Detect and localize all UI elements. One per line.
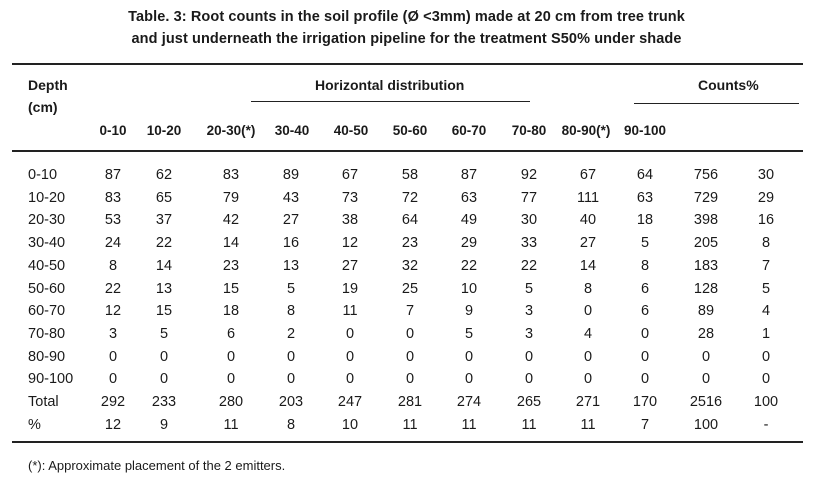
table-cell: 8 — [286, 303, 296, 320]
table-cell: 27 — [341, 257, 359, 274]
counts-rule — [634, 103, 799, 104]
table-cell: 0 — [464, 371, 474, 388]
table-cell: 11 — [580, 416, 596, 433]
table-cell: 72 — [401, 189, 419, 206]
table-cell: 12 — [341, 235, 359, 252]
table-cell: 12 — [104, 303, 122, 320]
table-cell: 22 — [104, 280, 122, 297]
table-cell: 49 — [460, 212, 478, 229]
table-cell: 24 — [104, 235, 122, 252]
table-cell: 0 — [108, 348, 118, 365]
table-cell: 2 — [286, 325, 296, 342]
table-cell: 37 — [155, 212, 173, 229]
row-label: 50-60 — [28, 280, 66, 297]
table-cell: 8 — [108, 257, 118, 274]
column-header: 90-100 — [623, 123, 667, 138]
horizontal-distribution-header: Horizontal distribution — [315, 77, 465, 93]
table-cell: 0 — [226, 371, 236, 388]
table-cell: 203 — [278, 394, 304, 410]
table-cell: 11 — [521, 416, 537, 433]
column-header: 80-90(*) — [561, 123, 611, 138]
table-cell: 16 — [282, 235, 300, 252]
table-cell: 0 — [226, 348, 236, 365]
table-cell: 271 — [575, 394, 601, 410]
table-cell: 0 — [701, 371, 711, 388]
table-cell: 13 — [155, 280, 173, 297]
table-cell: 83 — [222, 167, 240, 183]
table-cell: 67 — [579, 167, 597, 183]
table-cell: 9 — [464, 303, 474, 320]
table-cell: 0 — [405, 348, 415, 365]
table-cell: 22 — [460, 257, 478, 274]
table-cell: 15 — [155, 303, 173, 320]
table-cell: 0 — [761, 348, 771, 365]
table-cell: 13 — [282, 257, 300, 274]
table-cell: 0 — [761, 371, 771, 388]
table-cell: 0 — [159, 371, 169, 388]
table-cell: 25 — [401, 280, 419, 297]
table-cell: 0 — [286, 371, 296, 388]
table-cell: 274 — [456, 394, 482, 410]
table-cell: 16 — [757, 212, 775, 229]
table-cell: 280 — [218, 394, 244, 410]
column-header: 0-10 — [99, 123, 127, 138]
row-label: 10-20 — [28, 189, 66, 206]
table-cell: 100 — [693, 416, 719, 433]
table-cell: 0 — [524, 348, 534, 365]
table-cell: 29 — [757, 189, 775, 206]
table-cell: 5 — [159, 325, 169, 342]
column-header: 70-80 — [511, 123, 547, 138]
top-rule — [12, 63, 803, 65]
table-cell: 11 — [402, 416, 418, 433]
table-cell: 22 — [520, 257, 538, 274]
table-cell: 3 — [524, 325, 534, 342]
table-cell: 8 — [640, 257, 650, 274]
table-cell: 9 — [159, 416, 169, 433]
table-cell: 65 — [155, 189, 173, 206]
table-cell: 62 — [155, 167, 173, 183]
table-cell: 0 — [464, 348, 474, 365]
table-cell: 5 — [524, 280, 534, 297]
table-cell: 111 — [576, 189, 600, 206]
table-cell: 265 — [516, 394, 542, 410]
table-cell: 83 — [104, 189, 122, 206]
column-header: 50-60 — [392, 123, 428, 138]
header-bottom-rule — [12, 150, 803, 152]
table-cell: 8 — [583, 280, 593, 297]
row-label: 40-50 — [28, 257, 66, 274]
table-cell: 5 — [640, 235, 650, 252]
table-cell: 77 — [520, 189, 538, 206]
table-cell: 23 — [401, 235, 419, 252]
table-cell: 0 — [640, 348, 650, 365]
depth-unit-header: (cm) — [28, 99, 58, 115]
table-cell: 11 — [342, 303, 358, 320]
table-cell: 0 — [345, 325, 355, 342]
table-cell: 89 — [282, 167, 300, 183]
table-cell: 19 — [341, 280, 359, 297]
table-cell: - — [763, 416, 769, 433]
table-cell: 756 — [693, 167, 719, 183]
table-cell: 87 — [104, 167, 122, 183]
table-cell: 63 — [460, 189, 478, 206]
column-header: 40-50 — [333, 123, 369, 138]
column-header: 10-20 — [146, 123, 182, 138]
table-cell: 22 — [155, 235, 173, 252]
counts-percent-header: Counts% — [698, 77, 759, 93]
table-cell: 11 — [461, 416, 477, 433]
table-cell: 38 — [341, 212, 359, 229]
table-cell: 4 — [583, 325, 593, 342]
table-cell: 233 — [151, 394, 177, 410]
table-cell: 0 — [701, 348, 711, 365]
table-cell: 14 — [579, 257, 597, 274]
footnote: (*): Approximate placement of the 2 emitters. — [28, 458, 286, 473]
table-cell: 14 — [155, 257, 173, 274]
table-cell: 10 — [341, 416, 359, 433]
table-cell: 53 — [104, 212, 122, 229]
table-cell: 2516 — [689, 394, 723, 410]
table-cell: 30 — [520, 212, 538, 229]
table-cell: 170 — [632, 394, 658, 410]
table-cell: 18 — [222, 303, 240, 320]
column-header: 60-70 — [451, 123, 487, 138]
table-cell: 58 — [401, 167, 419, 183]
table-cell: 73 — [341, 189, 359, 206]
table-cell: 11 — [223, 416, 239, 433]
table-cell: 247 — [337, 394, 363, 410]
column-header: 20-30(*) — [206, 123, 256, 138]
table-cell: 292 — [100, 394, 126, 410]
table-cell: 6 — [226, 325, 236, 342]
table-cell: 128 — [693, 280, 719, 297]
table-cell: 92 — [520, 167, 538, 183]
table-cell: 63 — [636, 189, 654, 206]
table-cell: 7 — [761, 257, 771, 274]
table-cell: 43 — [282, 189, 300, 206]
table-cell: 4 — [761, 303, 771, 320]
table-cell: 0 — [583, 371, 593, 388]
table-cell: 32 — [401, 257, 419, 274]
table-cell: 27 — [282, 212, 300, 229]
table-cell: 100 — [753, 394, 779, 410]
table-cell: 398 — [693, 212, 719, 229]
table-cell: 7 — [405, 303, 415, 320]
table-cell: 27 — [579, 235, 597, 252]
table-cell: 7 — [640, 416, 650, 433]
row-label: 90-100 — [28, 371, 74, 388]
row-label: 60-70 — [28, 303, 66, 320]
table-cell: 183 — [693, 257, 719, 274]
table-cell: 0 — [159, 348, 169, 365]
table-cell: 6 — [640, 303, 650, 320]
table-cell: 28 — [697, 325, 715, 342]
table-cell: 40 — [579, 212, 597, 229]
table-cell: 205 — [693, 235, 719, 252]
row-label: 0-10 — [28, 167, 58, 183]
table-cell: 0 — [108, 371, 118, 388]
table-cell: 33 — [520, 235, 538, 252]
table-cell: 0 — [405, 325, 415, 342]
table-cell: 0 — [583, 303, 593, 320]
table-cell: 30 — [757, 167, 775, 183]
table-cell: 15 — [222, 280, 240, 297]
table-cell: 0 — [345, 348, 355, 365]
table-cell: 10 — [460, 280, 478, 297]
table-cell: 0 — [286, 348, 296, 365]
table-cell: 0 — [583, 348, 593, 365]
table-cell: 0 — [524, 371, 534, 388]
row-label: Total — [28, 394, 59, 410]
table-cell: 87 — [460, 167, 478, 183]
table-cell: 281 — [397, 394, 423, 410]
table-cell: 14 — [222, 235, 240, 252]
table-cell: 0 — [405, 371, 415, 388]
table-cell: 0 — [640, 371, 650, 388]
row-label: 30-40 — [28, 235, 66, 252]
table-cell: 8 — [761, 235, 771, 252]
table-cell: 0 — [640, 325, 650, 342]
table-cell: 6 — [640, 280, 650, 297]
table-cell: 89 — [697, 303, 715, 320]
table-cell: 64 — [401, 212, 419, 229]
table-title-line-1: Table. 3: Root counts in the soil profile (Ø <3mm) made at 20 cm from tree trunk — [128, 9, 685, 25]
column-header: 30-40 — [274, 123, 310, 138]
bottom-rule — [12, 441, 803, 443]
row-label: 80-90 — [28, 348, 66, 365]
table-title-line-2: and just underneath the irrigation pipeline for the treatment S50% under shade — [131, 31, 682, 47]
row-label: 20-30 — [28, 212, 66, 229]
table-cell: 67 — [341, 167, 359, 183]
table-cell: 5 — [761, 280, 771, 297]
row-label: % — [28, 416, 41, 433]
table-cell: 3 — [524, 303, 534, 320]
table-cell: 1 — [761, 325, 771, 342]
table-cell: 8 — [286, 416, 296, 433]
table-cell: 5 — [464, 325, 474, 342]
table-cell: 12 — [104, 416, 122, 433]
table-cell: 64 — [636, 167, 654, 183]
table-cell: 3 — [108, 325, 118, 342]
table-cell: 5 — [286, 280, 296, 297]
table-cell: 79 — [222, 189, 240, 206]
horizontal-distribution-rule — [251, 101, 530, 102]
table-cell: 729 — [693, 189, 719, 206]
table-cell: 18 — [636, 212, 654, 229]
table-cell: 29 — [460, 235, 478, 252]
row-label: 70-80 — [28, 325, 66, 342]
table-cell: 0 — [345, 371, 355, 388]
table-cell: 23 — [222, 257, 240, 274]
table-cell: 42 — [222, 212, 240, 229]
depth-header: Depth — [28, 77, 68, 93]
